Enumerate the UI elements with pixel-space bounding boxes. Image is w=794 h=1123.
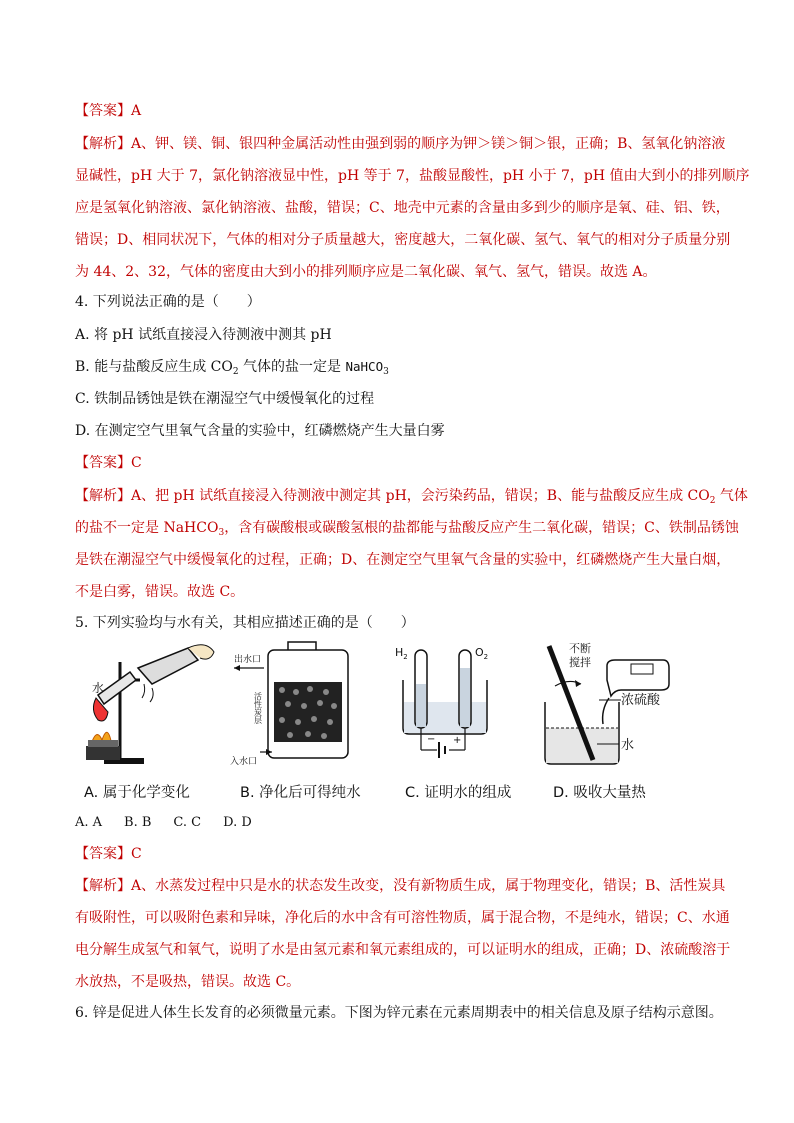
q5-options: [75, 815, 274, 830]
q5-analysis-line-4: 水放热，不是吸热，错误。故选 C。: [75, 974, 301, 990]
figure-d-acid-label: 浓硫酸: [621, 693, 661, 708]
analysis-tag: 【解析】: [75, 878, 131, 894]
figure-c-h2-label: $H_2$: [395, 646, 408, 661]
analysis-tag: 【解析】: [75, 136, 131, 152]
q4-stem: 4. 下列说法正确的是（ ）: [75, 294, 261, 310]
q5-option-b: B. B: [124, 815, 152, 830]
figure-a-evaporation: [78, 640, 228, 772]
figure-d-water-label: 水: [621, 738, 635, 753]
q4-analysis-line-1: 【解析】A、把 pH 试纸直接浸入待测液中测定其 pH，会污染药品，错误；B、能与盐酸反应生成 $CO_2$ 气体: [75, 488, 748, 506]
q3-analysis-line-5: 为 44、2、32，气体的密度由大到小的排列顺序应是二氧化碳、氧气、氢气，错误。故选 A。: [75, 264, 657, 280]
q3-answer-line: [75, 102, 725, 120]
caption-d: D. 吸收大量热: [553, 785, 646, 801]
figure-c-plus-label: +: [453, 735, 462, 746]
q4-option-a: A. 将 pH 试纸直接浸入待测液中测其 pH: [75, 327, 332, 343]
answer-tag: 【答案】: [75, 846, 131, 862]
figure-b-carbon-label: 活性炭层: [253, 692, 263, 724]
q4-option-d: D. 在测定空气里氧气含量的实验中，红磷燃烧产生大量白雾: [75, 423, 445, 439]
q3-analysis-line-4: 错误；D、相同状况下，气体的相对分子质量越大，密度越大，二氧化碳、氢气、氧气的相对分子质量分别: [75, 232, 731, 248]
q5-analysis-line-3: 电分解生成氢气和氧气，说明了水是由氢元素和氧元素组成的，可以证明水的组成，正确；D、浓硫酸溶于: [75, 942, 731, 958]
caption-b: B. 净化后可得纯水: [240, 785, 361, 801]
q4-analysis-line-4: 不是白雾，错误。故选 C。: [75, 584, 245, 600]
q5-answer-line: [75, 845, 725, 863]
answer-value: A: [131, 103, 142, 119]
q5-option-d: D. D: [223, 815, 252, 830]
answer-value: C: [131, 455, 142, 471]
figure-c-o2-label: $O_2$: [475, 646, 489, 661]
q4-answer-line: [75, 454, 725, 472]
answer-tag: 【答案】: [75, 103, 131, 119]
q3-analysis-line-3: 应是氢氧化钠溶液、氯化钠溶液、盐酸，错误；C、地壳中元素的含量由多到少的顺序是氧、硅、铝、铁，: [75, 200, 730, 216]
q3-analysis-line-1: 【解析】A、钾、镁、铜、银四种金属活动性由强到弱的顺序为钾＞镁＞铜＞银，正确；B、氢氧化钠溶液: [75, 136, 726, 152]
answer-tag: 【答案】: [75, 455, 131, 471]
analysis-tag: 【解析】: [75, 488, 131, 504]
answer-value: C: [131, 846, 142, 862]
q4-option-b: B. 能与盐酸反应生成 $CO_2$ 气体的盐一定是 NaHCO$_3$: [75, 359, 389, 377]
figure-d-stir-label-1: 不断: [569, 642, 591, 655]
figure-c-minus-label: −: [427, 734, 436, 745]
q3-analysis-line-2: 显碱性，pH 大于 7，氯化钠溶液显中性，pH 等于 7，盐酸显酸性，pH 小于 7，pH 值由大到小的排列顺序: [75, 168, 750, 184]
q5-stem: 5. 下列实验均与水有关，其相应描述正确的是（ ）: [75, 615, 415, 631]
q6-stem: 6. 锌是促进人体生长发育的必须微量元素。下图为锌元素在元素周期表中的相关信息及原子结构示意图。: [75, 1005, 723, 1021]
q4-analysis-line-3: 是铁在潮湿空气中缓慢氧化的过程，正确；D、在测定空气里氧气含量的实验中，红磷燃烧产生大量白烟，: [75, 552, 731, 568]
figure-d-stir-label-2: 搅拌: [569, 656, 591, 669]
figure-c-electrolysis: [385, 640, 505, 768]
figure-b-inlet-label: 入水口: [230, 757, 258, 767]
figure-b-outlet-label: 出水口: [234, 655, 262, 665]
q5-analysis-line-1: 【解析】A、水蒸发过程中只是水的状态发生改变，没有新物质生成，属于物理变化，错误；B、活性炭具: [75, 878, 726, 894]
caption-a: A. 属于化学变化: [84, 785, 190, 801]
figure-a-water-label: 水: [92, 681, 105, 695]
q5-option-a: A. A: [75, 815, 103, 830]
q4-analysis-line-2: 的盐不一定是 NaHCO$_3$，含有碳酸根或碳酸氢根的盐都能与盐酸反应产生二氧化碳，错误；C、铁制品锈蚀: [75, 520, 739, 538]
caption-c: C. 证明水的组成: [405, 785, 512, 801]
figure-b-purifier: [230, 640, 360, 770]
figure-d-dilution: [535, 640, 685, 770]
q5-analysis-line-2: 有吸附性，可以吸附色素和异味，净化后的水中含有可溶性物质，属于混合物，不是纯水，错误；C、水通: [75, 910, 730, 926]
q4-option-c: C. 铁制品锈蚀是铁在潮湿空气中缓慢氧化的过程: [75, 391, 375, 407]
q5-option-c: C. C: [173, 815, 202, 830]
